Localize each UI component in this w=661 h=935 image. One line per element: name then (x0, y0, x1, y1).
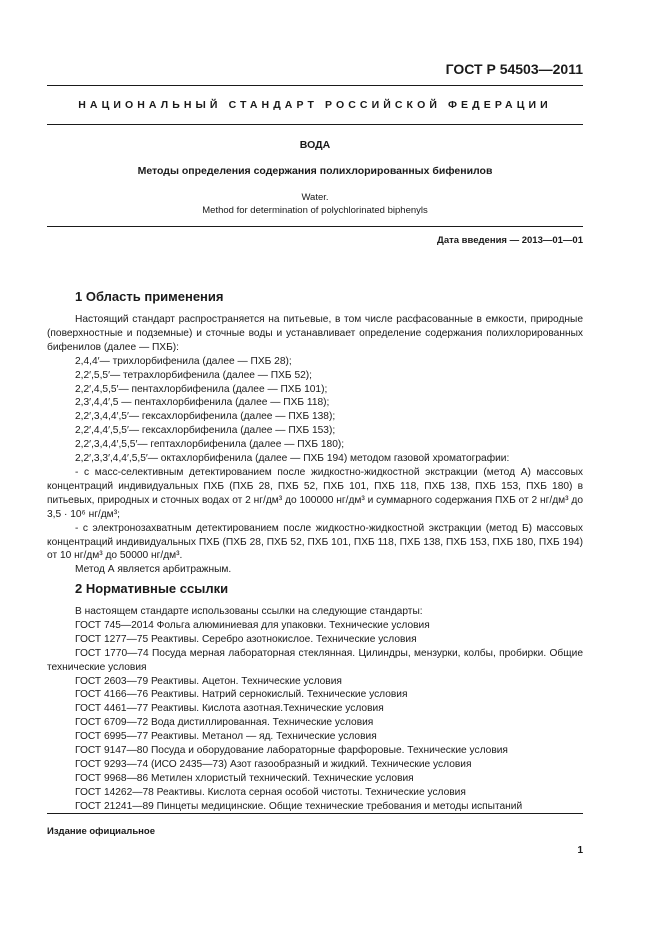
reference-item: ГОСТ 9293—74 (ИСО 2435—73) Азот газообразный и жидкий. Технические условия (75, 758, 472, 770)
congener-item: 2,2′,3,3′,4,4′,5,5′— октахлорбифенила (далее — ПХБ 194) методом газовой хроматографии: (75, 453, 510, 465)
reference-item: ГОСТ 4166—76 Реактивы. Натрий сернокислый. Технические условия (75, 689, 408, 701)
document-title: ВОДА (299, 139, 331, 151)
method-b-paragraph: - с электронозахватным детектированием после жидкостно-жидкостной экстракции (метод Б) массовых концентраций индивидуальных ПХБ (ПХБ 28, ПХБ 52, ПХБ 101, ПХБ 118, ПХБ 138, ПХБ 153, ПХБ 180, ПХБ 194) от 10 нг/дм³ до 50000 нг/дм³. (47, 522, 583, 562)
reference-item: ГОСТ 1770—74 Посуда мерная лабораторная стеклянная. Цилиндры, мензурки, колбы, пробирки. Общие технические условия (47, 647, 583, 673)
congener-item: 2,2′,3,4,4′,5′— гексахлорбифенила (далее — ПХБ 138); (75, 411, 336, 423)
document-subtitle-en-2: Method for determination of polychlorinated biphenyls (202, 205, 428, 216)
document-subtitle-ru: Методы определения содержания полихлорированных бифенилов (137, 165, 493, 177)
reference-item: ГОСТ 21241—89 Пинцеты медицинские. Общие технические требования и методы испытаний (75, 800, 523, 812)
reference-item: ГОСТ 6709—72 Вода дистиллированная. Технические условия (75, 717, 374, 729)
congener-item: 2,2′,3,4,4′,5,5′— гептахлорбифенила (далее — ПХБ 180); (75, 439, 345, 451)
congener-item: 2,4,4′— трихлорбифенила (далее — ПХБ 28); (75, 355, 292, 367)
congener-item: 2,3′,4,4′,5 — пентахлорбифенила (далее — ПХБ 118); (75, 397, 330, 409)
footer-rule (47, 813, 583, 814)
reference-item: ГОСТ 745—2014 Фольга алюминиевая для упаковки. Технические условия (75, 619, 430, 631)
congener-item: 2,2′,5,5′— тетрахлорбифенила (далее — ПХБ 52); (75, 369, 312, 381)
reference-item: ГОСТ 9147—80 Посуда и оборудование лабораторные фарфоровые. Технические условия (75, 745, 508, 757)
standard-number: ГОСТ Р 54503—2011 (445, 61, 583, 77)
section-1-heading: 1 Область применения (75, 289, 224, 304)
congener-item: 2,2′,4,5,5′— пентахлорбифенила (далее — ПХБ 101); (75, 383, 328, 395)
section-1-intro: Настоящий стандарт распространяется на питьевые, в том числе расфасованные в емкости, природные (поверхностные и подземные) и сточные воды и устанавливает определение содержания полихлорированных бифенилов (далее — ПХБ): (47, 314, 583, 353)
reference-item: ГОСТ 14262—78 Реактивы. Кислота серная особой чистоты. Технические условия (75, 786, 466, 798)
national-standard-banner: НАЦИОНАЛЬНЫЙ СТАНДАРТ РОССИЙСКОЙ ФЕДЕРАЦИИ (78, 99, 552, 111)
reference-item: ГОСТ 1277—75 Реактивы. Серебро азотнокислое. Технические условия (75, 633, 417, 645)
reference-item: ГОСТ 4461—77 Реактивы. Кислота азотная.Технические условия (75, 703, 384, 715)
section-2-heading: 2 Нормативные ссылки (75, 581, 229, 596)
document-subtitle-en-1: Water. (301, 192, 329, 203)
section-2-intro: В настоящем стандарте использованы ссылки на следующие стандарты: (75, 606, 423, 617)
method-a-paragraph: - с масс-селективным детектированием после жидкостно-жидкостной экстракции (метод А) массовых концентраций индивидуальных ПХБ (ПХБ 28, ПХБ 52, ПХБ 101, ПХБ 118, ПХБ 138, ПХБ 153, ПХБ 180) в питьевых, природных и сточных водах от 2 нг/дм³ до 100000 нг/дм³ и суммарного содержания ПХБ от 2 нг/дм³ до 3,5 · 10⁶ нг/дм³; (47, 466, 583, 520)
reference-item: ГОСТ 9968—86 Метилен хлористый технический. Технические условия (75, 772, 414, 784)
introduction-date: Дата введения — 2013—01—01 (437, 235, 583, 246)
header-rule (47, 85, 583, 86)
congener-item: 2,2′,4,4′,5,5′— гексахлорбифенила (далее — ПХБ 153); (75, 425, 336, 437)
banner-rule (47, 124, 583, 125)
edition-label: Издание официальное (47, 826, 155, 837)
reference-item: ГОСТ 6995—77 Реактивы. Метанол — яд. Технические условия (75, 731, 377, 743)
section-2-body (47, 605, 583, 814)
reference-item: ГОСТ 2603—79 Реактивы. Ацетон. Технические условия (75, 675, 342, 687)
arbitration-note: Метод А является арбитражным. (75, 564, 232, 576)
title-rule (47, 226, 583, 227)
section-1-body (47, 313, 583, 577)
page-number: 1 (577, 845, 583, 856)
